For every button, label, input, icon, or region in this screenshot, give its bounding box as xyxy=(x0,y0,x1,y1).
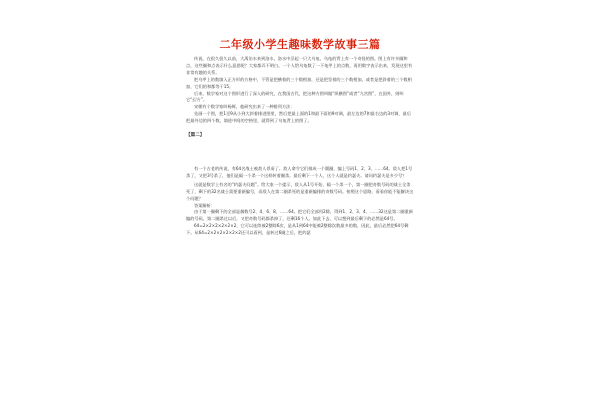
document-body xyxy=(186,56,414,237)
page-title: 二年级小学生趣味数学故事三篇 xyxy=(219,38,381,51)
paragraph: 64=2×2×2×2×2×2，它可以连续被2整除6次，是从1到64中能被2整除次数最多的数，因此，最后必然把64号剩下。从64=2×2×2×2×2×2还可以看到，是转过6圈之后，把约瑟 xyxy=(186,223,409,236)
paragraph: 有一个古老的传说，有64名战士被敌人俘虏了。敌人命令它们排成一个圆圈，编上号码1、2、3、……64。敌人把1号杀了，又把3号杀了，他们是隔一个杀一个这样转着圈杀。最后剩下一个人，这个人就是约瑟夫。请问约瑟夫是多少号？ xyxy=(186,165,413,178)
paragraph: 宋朝有个数学家叫杨辉，他研究出来了一种排列方法： xyxy=(194,104,295,110)
paragraph: 这就是数学上有名的“约瑟夫问题”。给大家一个提示，敌人从1号开始，隔一个杀一个，第一圈把奇数号码的战士全杀死了，剩下的32名战士需要重新编号，而敌人在第二圈杀死的是重新编排的奇数号码。按照这个思路，看看你能不能解决这个问题？ xyxy=(186,181,414,201)
paragraph: 答案解析： xyxy=(194,202,215,208)
paragraph: 把乌甲上的数填入正方形的方格中，不管是把横着的三个数相加，还是把竖着的三个数相加，或者是把斜着的三个数相加，它们的和都等于15。 xyxy=(186,76,412,89)
paragraph: 传说，在很久很久以前，大禹治水来到洛水，洛水中浮起一只大乌龟，乌龟的背上有一个奇怪的图。图上有许多圈和点，这些圈和点表示什么意思呢？大家都弄不明白。一个人给乌龟数了一下龟甲上的点数，再用数字表示出来，发现这里有非常有趣的关系。 xyxy=(186,56,413,75)
section-label: 【篇二】 xyxy=(186,133,205,139)
paragraph: 由于第一圈剩下的全部是偶数号2、4、6、8、……64。把它们全部用2除，得到1、2、3、4、……32这是第二圈重新编的号码，第二圈杀过以后，又把奇数号码都杀掉了，还剩16个人。如此下去，可以想到最后剩下的必然是64号。 xyxy=(186,209,413,222)
paragraph: 后来，数学家对这个图形进行了深入的研究，在我国古代，把这种方图叫做“纵横图”或者“九宫图”，在国外，则叫它“幻方”。 xyxy=(186,90,404,103)
paragraph: 先画一个图，把1至9从小到大斜着排进图里，然后把最上面的1和最下面的9对调，最左边的7和最右边的3对调，最后把最外边的四个数，填进中间的空格里，就得到了乌龟背上的图了。 xyxy=(186,111,411,124)
